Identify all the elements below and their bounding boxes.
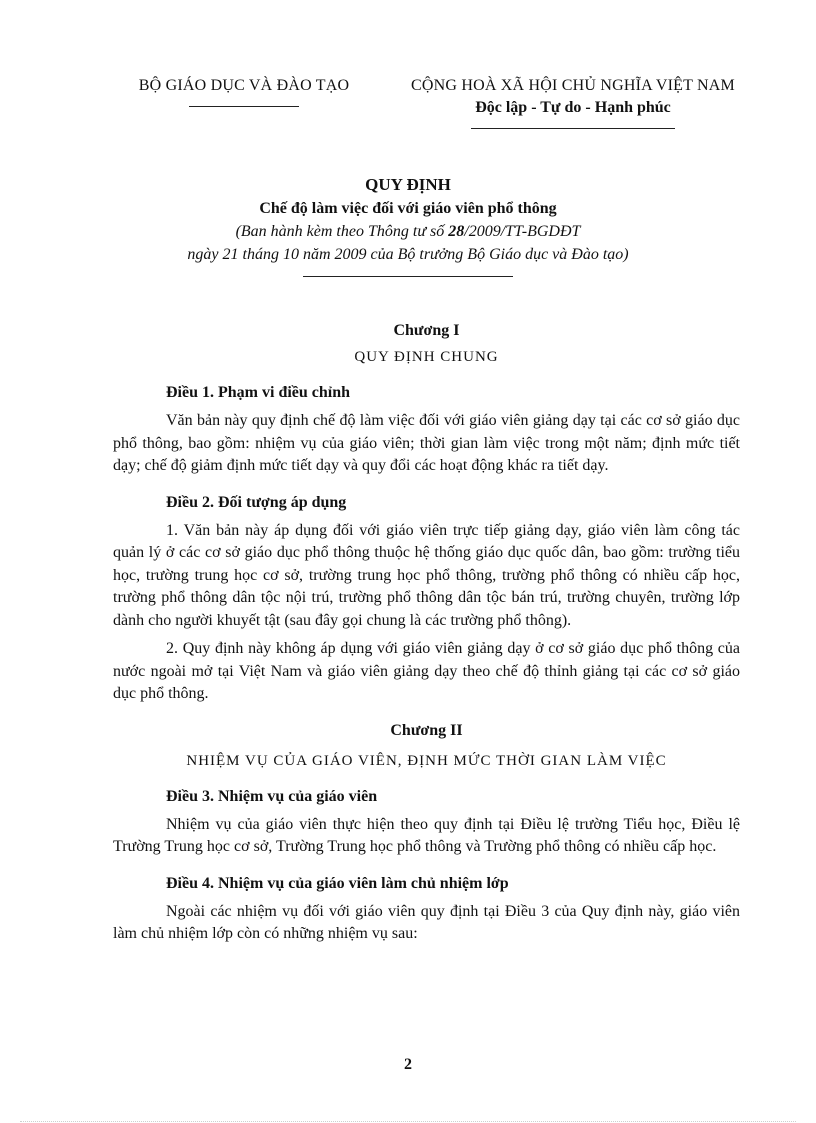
nation-block <box>386 74 760 129</box>
page-bottom-border <box>20 1121 796 1122</box>
circular-number: 28 <box>448 223 465 240</box>
article-4-title: Điều 4. Nhiệm vụ của giáo viên làm chủ nhiệm lớp <box>166 874 509 892</box>
chapter-1-label: Chương I <box>393 322 460 339</box>
article-2-paragraph-1: 1. Văn bản này áp dụng đối với giáo viên trực tiếp giảng dạy, giáo viên làm công tác quản lý ở các cơ sở giáo dục phổ thông thuộc hệ thống giáo dục quốc dân, bao gồm: trường tiểu học, trường trung học cơ sở, trường trung học phổ thông, trường phổ thông có nhiều cấp học, trường phổ thông dân tộc nội trú, trường phổ thông dân tộc bán trú, trường chuyên, trường lớp dành cho người khuyết tật (sau đây gọi chung là các trường phổ thông). <box>113 521 740 629</box>
nation-name: CỘNG HOÀ XÃ HỘI CHỦ NGHĨA VIỆT NAM <box>411 77 735 94</box>
title-block <box>0 172 816 277</box>
issuance-date: ngày 21 tháng 10 năm 2009 của Bộ trưởng Bộ Giáo dục và Đào tạo) <box>187 246 629 263</box>
page-number: 2 <box>404 1056 412 1073</box>
article-3-paragraph: Nhiệm vụ của giáo viên thực hiện theo quy định tại Điều lệ trường Tiểu học, Điều lệ Trường Trung học cơ sở, Trường Trung học phổ thông và Trường phổ thông có nhiều cấp học. <box>113 815 740 855</box>
issuance-prefix: (Ban hành kèm theo Thông tư số <box>235 223 449 240</box>
ministry-name: BỘ GIÁO DỤC VÀ ĐÀO TẠO <box>138 77 350 94</box>
chapter-1-name: QUY ĐỊNH CHUNG <box>354 349 499 365</box>
article-3-title: Điều 3. Nhiệm vụ của giáo viên <box>166 787 378 805</box>
title-divider <box>303 276 513 277</box>
ministry-block <box>122 74 366 107</box>
issuance-suffix: /2009/TT-BGDĐT <box>464 223 581 240</box>
document-subtitle: Chế độ làm việc đối với giáo viên phổ thông <box>259 200 557 217</box>
document-body <box>113 320 740 946</box>
article-1-paragraph: Văn bản này quy định chế độ làm việc đối với giáo viên giảng dạy tại các cơ sở giáo dục phổ thông, bao gồm: nhiệm vụ của giáo viên; thời gian làm việc trong một năm; định mức tiết dạy; chế độ giảm định mức tiết dạy và quy đổi các hoạt động khác ra tiết dạy. <box>113 412 740 474</box>
chapter-2-name: NHIỆM VỤ CỦA GIÁO VIÊN, ĐỊNH MỨC THỜI GIAN LÀM VIỆC <box>186 752 667 769</box>
issuance-line <box>0 220 816 243</box>
ministry-underline <box>189 106 299 107</box>
nation-motto: Độc lập - Tự do - Hạnh phúc <box>475 99 671 116</box>
chapter-2-label: Chương II <box>390 721 463 739</box>
article-2-paragraph-2: 2. Quy định này không áp dụng với giáo viên giảng dạy ở cơ sở giáo dục phổ thông của nước ngoài mở tại Việt Nam và giáo viên giảng dạy theo chế độ thỉnh giảng tại các cơ sở giáo dục phổ thông. <box>113 640 740 702</box>
motto-underline <box>471 128 675 129</box>
document-title: QUY ĐỊNH <box>365 175 451 194</box>
article-4-paragraph: Ngoài các nhiệm vụ đối với giáo viên quy định tại Điều 3 của Quy định này, giáo viên làm chủ nhiệm lớp còn có những nhiệm vụ sau: <box>113 902 740 942</box>
document-header <box>0 74 816 144</box>
article-2-title: Điều 2. Đối tượng áp dụng <box>166 493 347 511</box>
article-1-title: Điều 1. Phạm vi điều chỉnh <box>166 384 351 401</box>
